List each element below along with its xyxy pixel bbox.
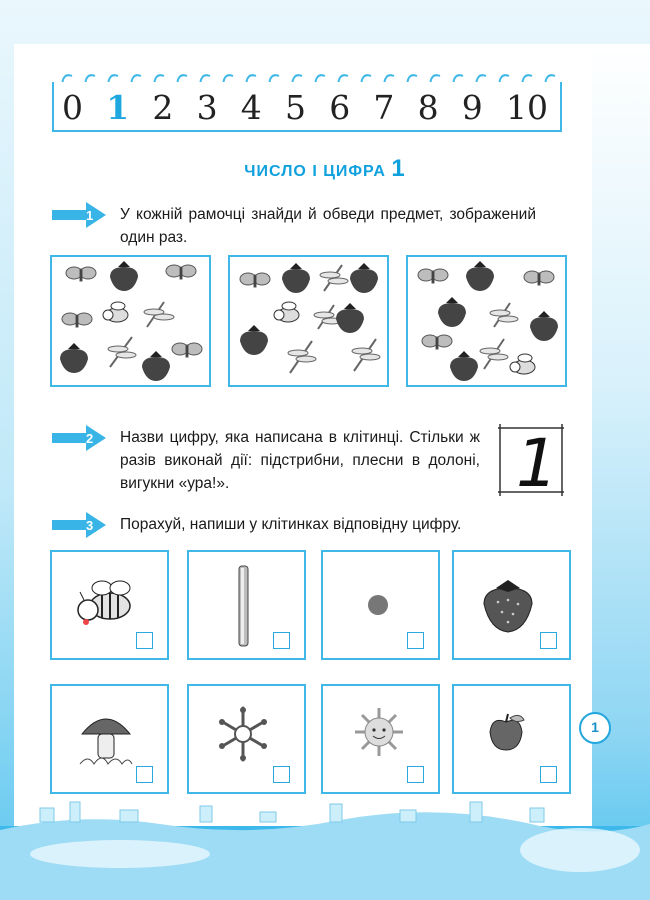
count-card-stick [187, 550, 306, 660]
task-1-frame-3[interactable] [406, 255, 567, 387]
count-card-strawberry [452, 550, 571, 660]
page-number: 1 [579, 712, 611, 744]
strawberry-icon [110, 261, 138, 291]
number-5: 5 [284, 88, 306, 127]
butterfly-icon [166, 265, 196, 279]
strawberry-icon [240, 325, 268, 355]
answer-cell-snowflake[interactable] [273, 766, 290, 783]
bee-icon [103, 302, 128, 322]
count-card-mushroom [50, 684, 169, 794]
mushroom-icon [76, 706, 136, 770]
bee-icon [510, 354, 535, 374]
winter-town-decoration [0, 790, 650, 900]
dragonfly-icon [144, 302, 174, 327]
count-card-snowflake [187, 684, 306, 794]
task-1-frame-2[interactable] [228, 255, 389, 387]
butterfly-icon [240, 273, 270, 287]
task-3-number: 3 [86, 518, 94, 533]
dragonfly-icon [490, 303, 518, 327]
number-1: 1 [106, 88, 130, 127]
stick-icon [235, 564, 255, 648]
task-3-arrow [50, 510, 108, 540]
handwritten-digit: 1 [516, 425, 558, 496]
number-6: 6 [329, 88, 351, 127]
count-card-sun [321, 684, 440, 794]
number-3: 3 [196, 88, 218, 127]
strawberry-icon [530, 311, 558, 341]
frame-1-pictures [52, 257, 209, 385]
butterfly-icon [418, 269, 448, 283]
strawberry-icon [282, 263, 310, 293]
dragonfly-icon [108, 337, 136, 367]
dragonfly-icon [352, 339, 380, 371]
answer-cell-bee[interactable] [136, 632, 153, 649]
task-3-text: Порахуй, напиши у клітинках відповідну цифру. [120, 516, 462, 533]
answer-cell-strawberry[interactable] [540, 632, 557, 649]
strawberry-icon [142, 351, 170, 381]
dragonfly-icon [288, 341, 316, 373]
snowflake-icon [213, 704, 273, 764]
butterfly-icon [66, 267, 96, 281]
task-1-frame-1[interactable] [50, 255, 211, 387]
butterfly-icon [172, 343, 202, 357]
number-strip [52, 88, 558, 128]
bee-icon [72, 570, 142, 636]
number-9: 9 [461, 88, 483, 127]
page-title [0, 155, 650, 183]
task-1-arrow [50, 200, 108, 230]
number-7: 7 [373, 88, 395, 127]
number-10: 10 [506, 88, 548, 127]
answer-cell-apple[interactable] [540, 766, 557, 783]
task-2-text: Назви цифру, яка написана в клітинці. Стільки ж разів виконай дії: підстрибни, плесни в долоні, вигукни «ура!». [120, 429, 480, 492]
frame-2-pictures [230, 257, 387, 385]
count-card-bee [50, 550, 169, 660]
strawberry-icon [336, 303, 364, 333]
task-2-arrow [50, 423, 108, 453]
number-0: 0 [62, 88, 83, 127]
butterfly-icon [422, 335, 452, 349]
strawberry-icon [438, 297, 466, 327]
handwriting-grid [494, 424, 568, 496]
frame-3-pictures [408, 257, 565, 385]
strawberry-icon [450, 351, 478, 381]
count-card-dot [321, 550, 440, 660]
apple-icon [486, 712, 528, 752]
answer-cell-stick[interactable] [273, 632, 290, 649]
count-card-apple [452, 684, 571, 794]
number-2: 2 [152, 88, 174, 127]
title-text: ЧИСЛО І ЦИФРА [244, 163, 386, 180]
butterfly-icon [524, 271, 554, 285]
dragonfly-icon [480, 339, 508, 369]
task-2-number: 2 [86, 431, 94, 446]
title-digit: 1 [391, 155, 406, 182]
dragonfly-icon [320, 265, 348, 291]
dot-icon [367, 594, 389, 616]
strawberry-icon [480, 578, 538, 634]
bee-icon [274, 302, 299, 322]
strawberry-icon [466, 261, 494, 291]
sun-icon [353, 706, 405, 758]
task-1-text: У кожній рамочці знайди й обведи предмет, зображений один раз. [120, 206, 536, 246]
answer-cell-mushroom[interactable] [136, 766, 153, 783]
number-4: 4 [240, 88, 262, 127]
answer-cell-sun[interactable] [407, 766, 424, 783]
butterfly-icon [62, 313, 92, 327]
strawberry-icon [60, 343, 88, 373]
strawberry-icon [350, 263, 378, 293]
number-8: 8 [417, 88, 439, 127]
task-1-number: 1 [86, 208, 94, 223]
answer-cell-dot[interactable] [407, 632, 424, 649]
